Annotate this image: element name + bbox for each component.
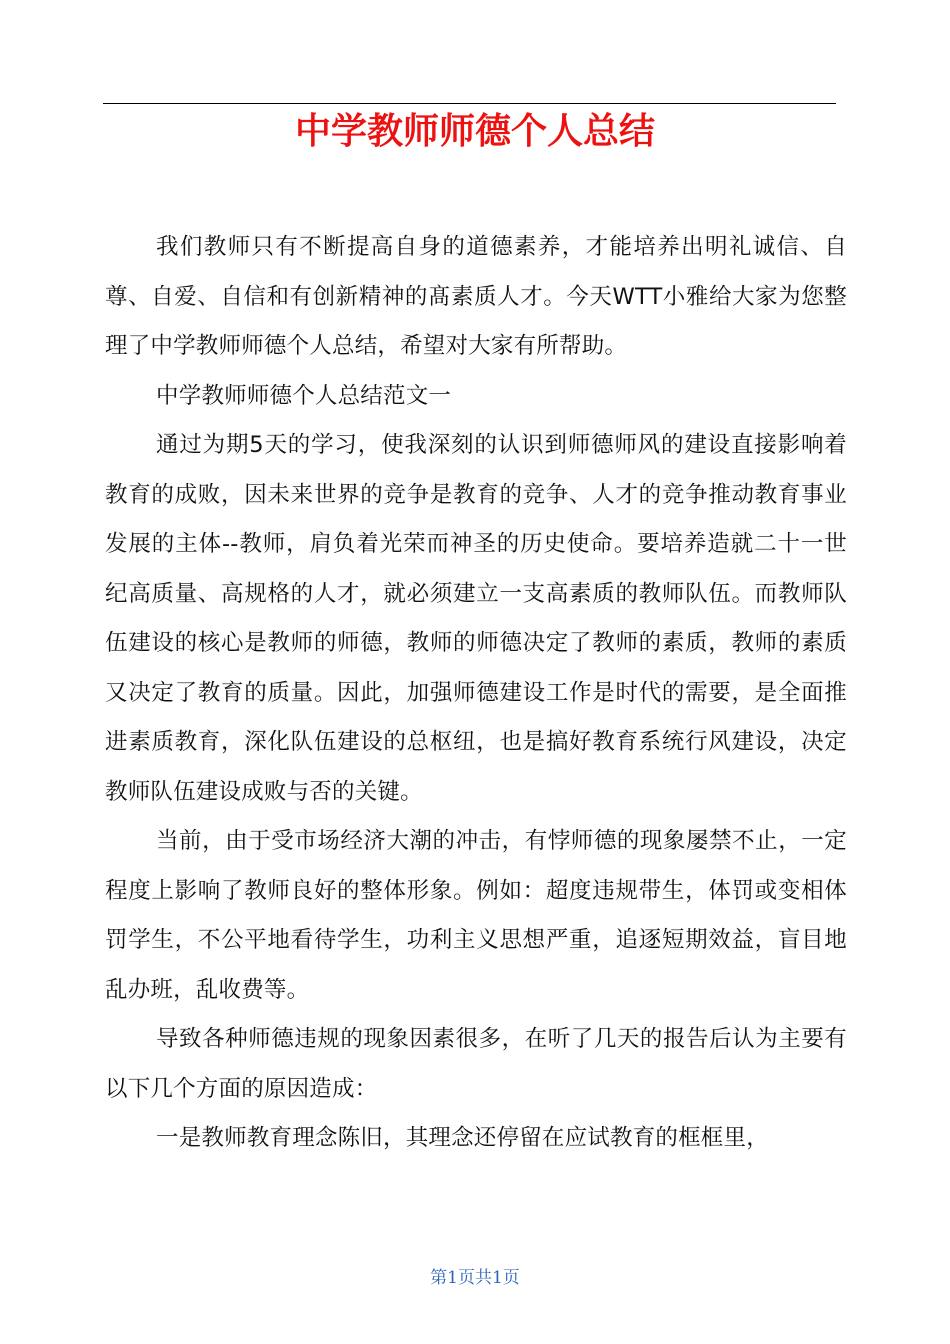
body-paragraph: 一是教师教育理念陈旧，其理念还停留在应试教育的框框里，	[156, 1125, 769, 1151]
header-rule	[103, 103, 836, 104]
document-title: 中学教师师德个人总结	[294, 111, 655, 152]
page-number-footer: 第1页共1页	[430, 1268, 520, 1288]
intro-paragraph: 我们教师只有不断提高自身的道德素养，才能培养出明礼诚信、自尊、自爱、自信和有创新精神的髙素质人才。今天WTT小雅给大家为您整理了中学教师师德个人总结，希望对大家有所帮助。	[105, 234, 847, 359]
body-paragraph: 通过为期5天的学习，使我深刻的认识到师德师风的建设直接影响着教育的成败，因未来世界的竞争是教育的竞争、人才的竞争推动教育事业发展的主体--教师，肩负着光荣而神圣的历史使命。要培养造就二十一世纪高质量、高规格的人才，就必须建立一支高素质的教师队伍。而教师队伍建设的核心是教师的师德，教师的师德决定了教师的素质，教师的素质又决定了教育的质量。因此，加强师德建设工作是时代的需要，是全面推进素质教育，深化队伍建设的总枢纽，也是搞好教育系统行风建设，决定教师队伍建设成败与否的关键。	[105, 432, 847, 805]
body-paragraph: 导致各种师德违规的现象因素很多，在听了几天的报告后认为主要有以下几个方面的原因造成：	[105, 1026, 847, 1102]
body-paragraph: 当前，由于受市场经济大潮的冲击，有悖师德的现象屡禁不止，一定程度上影响了教师良好的整体形象。例如：超度违规带生，体罚或变相体罚学生，不公平地看待学生，功利主义思想严重，追逐短期效益，盲目地乱办班，乱收费等。	[105, 828, 847, 1003]
document-body	[105, 223, 847, 1164]
section-heading: 中学教师师德个人总结范文一	[156, 382, 452, 409]
